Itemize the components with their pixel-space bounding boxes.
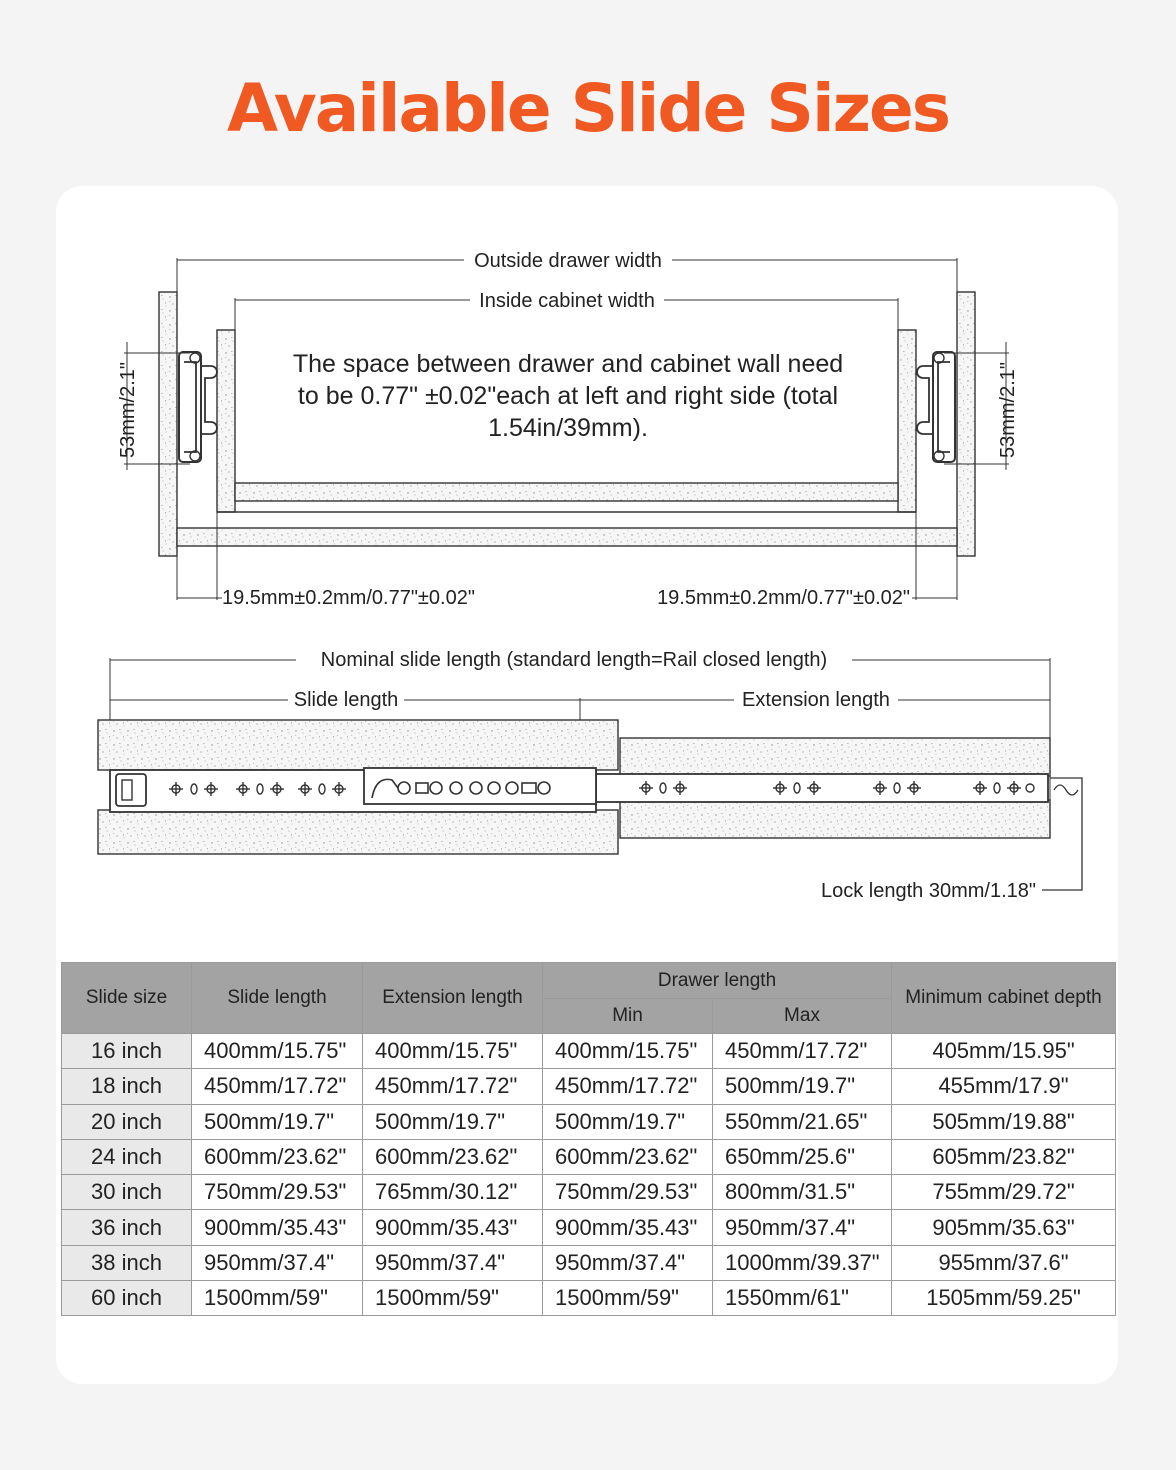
- cell-slide-length: 750mm/29.53": [192, 1175, 363, 1210]
- cell-min-cabinet-depth: 755mm/29.72": [892, 1175, 1116, 1210]
- cell-drawer-min: 400mm/15.75": [543, 1034, 713, 1069]
- cell-min-cabinet-depth: 955mm/37.6": [892, 1245, 1116, 1280]
- cell-drawer-max: 500mm/19.7": [713, 1069, 892, 1104]
- side-view-diagram: [98, 658, 1082, 890]
- cell-extension-length: 450mm/17.72": [363, 1069, 543, 1104]
- cell-slide-size: 60 inch: [62, 1281, 192, 1316]
- cell-extension-length: 900mm/35.43": [363, 1210, 543, 1245]
- drawer-bottom: [235, 483, 898, 501]
- cell-extension-length: 500mm/19.7": [363, 1104, 543, 1139]
- cell-slide-size: 30 inch: [62, 1175, 192, 1210]
- table-row: [62, 1034, 1116, 1069]
- extension-length-label: Extension length: [742, 689, 890, 711]
- cell-slide-length: 1500mm/59": [192, 1281, 363, 1316]
- drawer-left-side: [217, 330, 235, 512]
- left-slide-profile: [179, 352, 217, 462]
- table-row: [62, 1139, 1116, 1174]
- slide-size-table: [61, 962, 1116, 1316]
- lock-length-label: Lock length 30mm/1.18": [821, 880, 1036, 902]
- cell-slide-size: 36 inch: [62, 1210, 192, 1245]
- cell-min-cabinet-depth: 605mm/23.82": [892, 1139, 1116, 1174]
- header-drawer-length: Drawer length: [543, 963, 892, 999]
- inside-cabinet-width-label: Inside cabinet width: [479, 290, 655, 312]
- fixed-cabinet-panel-bottom: [98, 810, 618, 854]
- cell-extension-length: 400mm/15.75": [363, 1034, 543, 1069]
- cell-drawer-max: 1000mm/39.37": [713, 1245, 892, 1280]
- cell-slide-length: 500mm/19.7": [192, 1104, 363, 1139]
- cell-slide-size: 18 inch: [62, 1069, 192, 1104]
- cell-drawer-max: 450mm/17.72": [713, 1034, 892, 1069]
- spacing-spec-text: The space between drawer and cabinet wall need to be 0.77" ±0.02"each at left and right side (total 1.54in/39mm).: [292, 350, 844, 442]
- cell-drawer-min: 600mm/23.62": [543, 1139, 713, 1174]
- cell-slide-size: 24 inch: [62, 1139, 192, 1174]
- cell-slide-length: 450mm/17.72": [192, 1069, 363, 1104]
- cell-min-cabinet-depth: 405mm/15.95": [892, 1034, 1116, 1069]
- fixed-cabinet-panel-top: [98, 720, 618, 770]
- header-drawer-min: Min: [543, 999, 713, 1034]
- table-row: [62, 1175, 1116, 1210]
- cell-min-cabinet-depth: 505mm/19.88": [892, 1104, 1116, 1139]
- drawer-panel-bottom: [620, 800, 1050, 838]
- table-row: [62, 1104, 1116, 1139]
- drawer-right-side: [898, 330, 916, 512]
- cell-extension-length: 950mm/37.4": [363, 1245, 543, 1280]
- outside-drawer-width-label: Outside drawer width: [474, 250, 662, 272]
- height-label-left: 53mm/2.1": [117, 361, 139, 459]
- cell-slide-length: 900mm/35.43": [192, 1210, 363, 1245]
- cell-slide-length: 600mm/23.62": [192, 1139, 363, 1174]
- cell-drawer-max: 1550mm/61": [713, 1281, 892, 1316]
- header-slide-length: Slide length: [192, 963, 363, 1034]
- cell-min-cabinet-depth: 455mm/17.9": [892, 1069, 1116, 1104]
- gap-right-label: 19.5mm±0.2mm/0.77"±0.02": [657, 587, 910, 609]
- header-min-cabinet-depth: Minimum cabinet depth: [892, 963, 1116, 1034]
- slide-length-label: Slide length: [293, 689, 399, 711]
- cell-drawer-min: 950mm/37.4": [543, 1245, 713, 1280]
- cell-drawer-max: 800mm/31.5": [713, 1175, 892, 1210]
- cabinet-right-panel: [957, 292, 975, 556]
- cabinet-bottom-panel: [177, 528, 957, 546]
- cell-slide-length: 950mm/37.4": [192, 1245, 363, 1280]
- header-slide-size: Slide size: [62, 963, 192, 1034]
- header-extension-length: Extension length: [363, 963, 543, 1034]
- cabinet-left-panel: [159, 292, 177, 556]
- cell-drawer-max: 950mm/37.4": [713, 1210, 892, 1245]
- cell-drawer-max: 550mm/21.65": [713, 1104, 892, 1139]
- cell-slide-size: 16 inch: [62, 1034, 192, 1069]
- height-label-right: 53mm/2.1": [997, 361, 1019, 459]
- page-title: Available Slide Sizes: [226, 70, 950, 147]
- table-row: [62, 1069, 1116, 1104]
- cell-extension-length: 600mm/23.62": [363, 1139, 543, 1174]
- cell-drawer-min: 450mm/17.72": [543, 1069, 713, 1104]
- cell-drawer-min: 1500mm/59": [543, 1281, 713, 1316]
- cell-min-cabinet-depth: 905mm/35.63": [892, 1210, 1116, 1245]
- cell-extension-length: 765mm/30.12": [363, 1175, 543, 1210]
- cell-drawer-min: 750mm/29.53": [543, 1175, 713, 1210]
- cell-drawer-min: 900mm/35.43": [543, 1210, 713, 1245]
- drawer-panel-top: [620, 738, 1050, 776]
- table-row: [62, 1210, 1116, 1245]
- cell-slide-size: 20 inch: [62, 1104, 192, 1139]
- cell-slide-length: 400mm/15.75": [192, 1034, 363, 1069]
- cell-drawer-min: 500mm/19.7": [543, 1104, 713, 1139]
- cell-extension-length: 1500mm/59": [363, 1281, 543, 1316]
- cell-min-cabinet-depth: 1505mm/59.25": [892, 1281, 1116, 1316]
- cell-slide-size: 38 inch: [62, 1245, 192, 1280]
- nominal-slide-length-label: Nominal slide length (standard length=Rail closed length): [320, 649, 828, 671]
- table-row: [62, 1245, 1116, 1280]
- header-drawer-max: Max: [713, 999, 892, 1034]
- cell-drawer-max: 650mm/25.6": [713, 1139, 892, 1174]
- gap-left-label: 19.5mm±0.2mm/0.77"±0.02": [222, 587, 475, 609]
- table-row: [62, 1281, 1116, 1316]
- right-slide-profile: [917, 352, 955, 462]
